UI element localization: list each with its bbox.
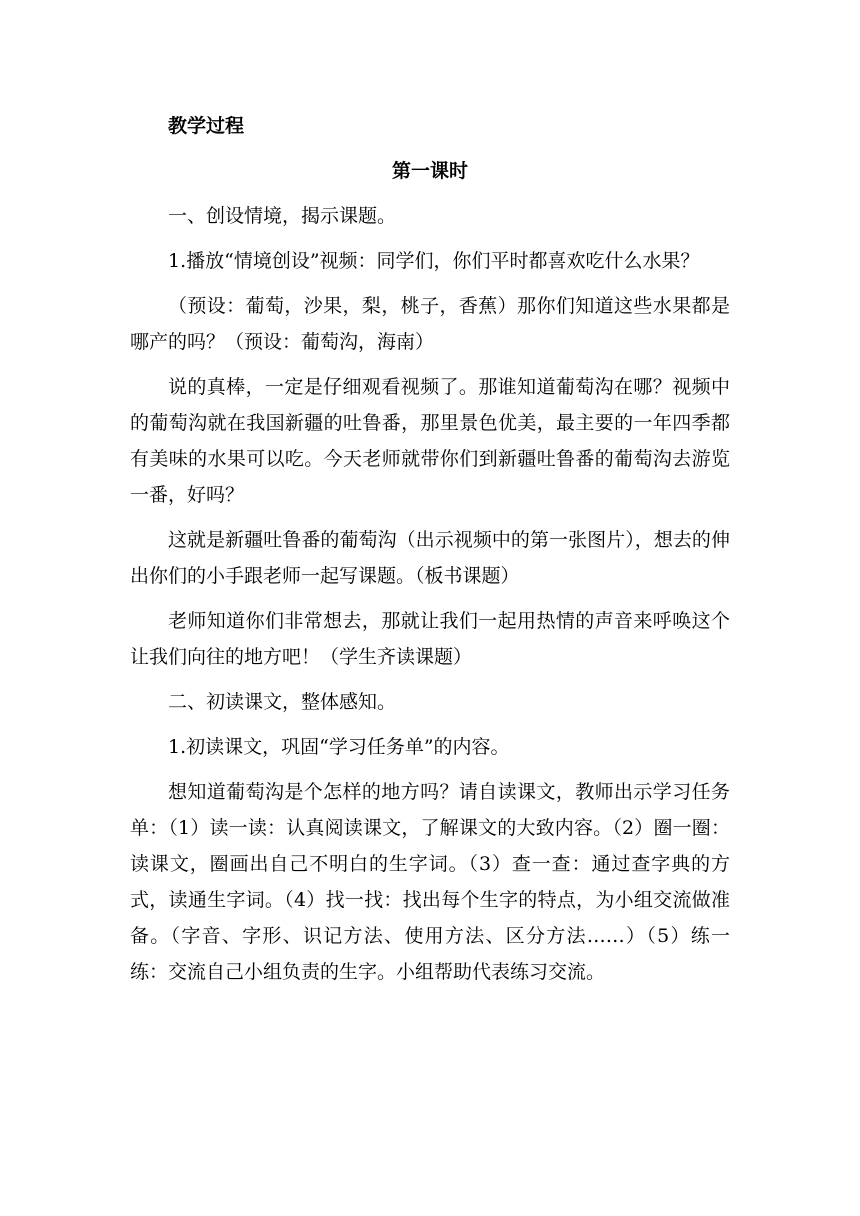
paragraph: 想知道葡萄沟是个怎样的地方吗？请自读课文，教师出示学习任务单：（1）读一读：认真阅读课文，了解课文的大致内容。（2）圈一圈：读课文，圈画出自己不明白的生字词。（3）查一查：通过查字典的方式，读通生字词。（4）找一找：找出每个生字的特点，为小组交流做准备。（字音、字形、识记方法、使用方法、区分方法……）（5）练一练：交流自己小组负责的生字。小组帮助代表练习交流。 bbox=[130, 781, 730, 983]
document-body bbox=[130, 108, 730, 999]
paragraph: 这就是新疆吐鲁番的葡萄沟（出示视频中的第一张图片），想去的伸出你们的小手跟老师一起写课题。（板书课题） bbox=[130, 529, 730, 587]
paragraph: 二、初读课文，整体感知。 bbox=[168, 691, 397, 713]
paragraph: （预设：葡萄，沙果，梨，桃子，香蕉）那你们知道这些水果都是哪产的吗？（预设：葡萄沟，海南） bbox=[130, 295, 730, 353]
paragraph: 1.初读课文，巩固“学习任务单”的内容。 bbox=[168, 736, 510, 758]
lesson-title: 第一课时 bbox=[391, 160, 468, 182]
paragraph: 1.播放“情境创设”视频：同学们，你们平时都喜欢吃什么水果？ bbox=[168, 250, 700, 272]
paragraph: 说的真棒，一定是仔细观看视频了。那谁知道葡萄沟在哪？视频中的葡萄沟就在我国新疆的吐鲁番，那里景色优美，最主要的一年四季都有美味的水果可以吃。今天老师就带你们到新疆吐鲁番的葡萄沟去游览一番，好吗？ bbox=[130, 376, 730, 506]
paragraph: 老师知道你们非常想去，那就让我们一起用热情的声音来呼唤这个让我们向往的地方吧！（学生齐读课题） bbox=[130, 610, 730, 668]
section-heading: 教学过程 bbox=[168, 115, 245, 137]
paragraph: 一、创设情境，揭示课题。 bbox=[168, 205, 397, 227]
